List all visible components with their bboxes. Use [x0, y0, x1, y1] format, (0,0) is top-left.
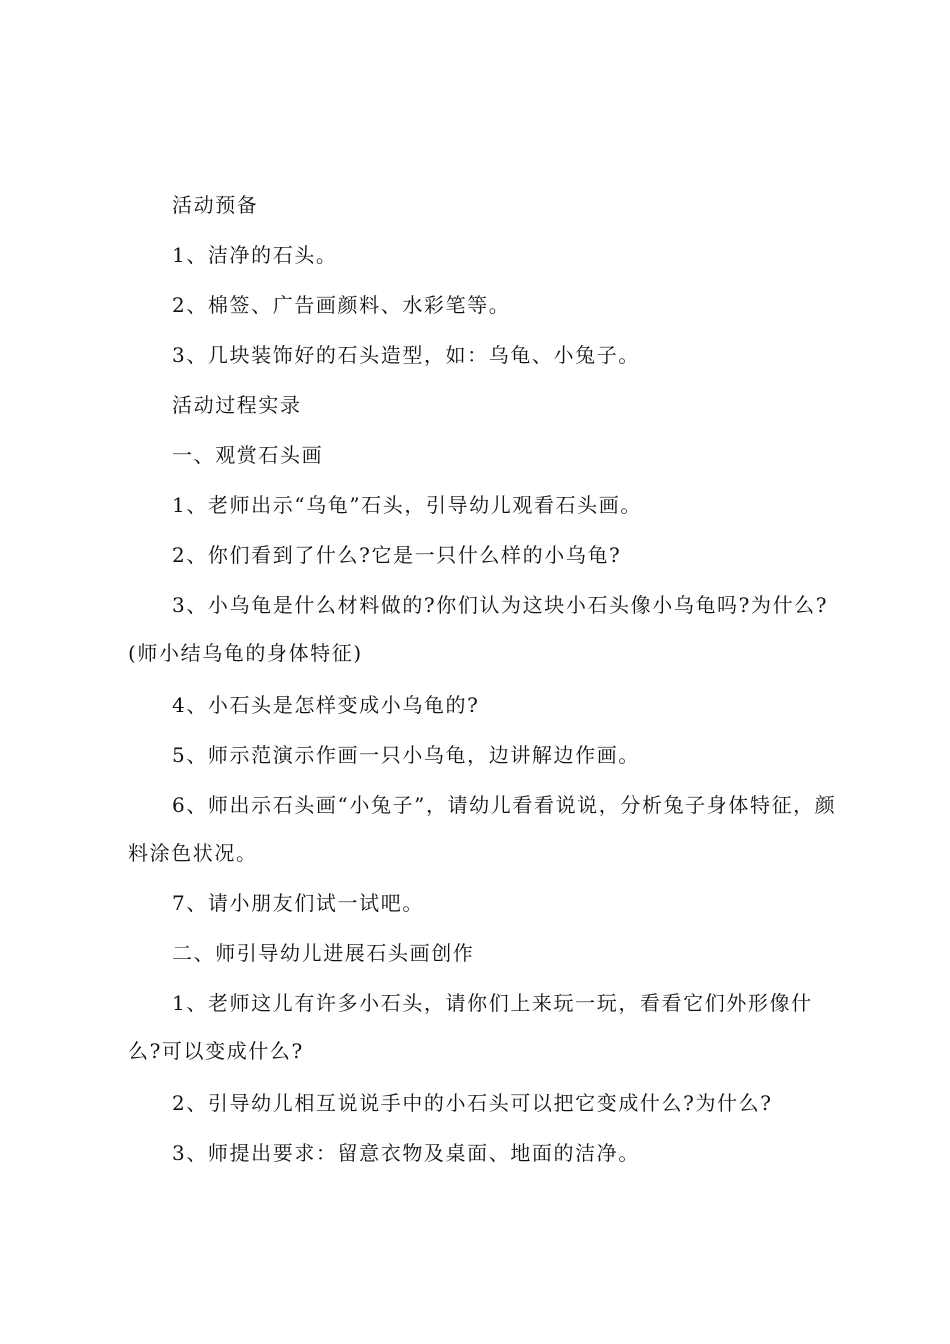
paragraph: 3、小乌龟是什么材料做的?你们认为这块小石头像小乌龟吗?为什么?(师小结乌龟的身体特征)	[128, 593, 829, 665]
section-heading: 一、观赏石头画	[172, 443, 324, 467]
paragraph: 5、师示范演示作画一只小乌龟，边讲解边作画。	[172, 743, 640, 767]
paragraph: 2、你们看到了什么?它是一只什么样的小乌龟?	[172, 543, 622, 567]
paragraph: 7、请小朋友们试一试吧。	[172, 891, 424, 915]
paragraph: 6、师出示石头画“小兔子”，请幼儿看看说说，分析兔子身体特征，颜料涂色状况。	[128, 793, 837, 865]
heading-activity-preparation: 活动预备	[172, 193, 259, 217]
paragraph: 2、引导幼儿相互说说手中的小石头可以把它变成什么?为什么?	[172, 1091, 773, 1115]
section-heading: 二、师引导幼儿进展石头画创作	[172, 941, 475, 965]
paragraph: 1、洁净的石头。	[172, 243, 338, 267]
paragraph: 3、师提出要求：留意衣物及桌面、地面的洁净。	[172, 1141, 640, 1165]
paragraph: 2、棉签、广告画颜料、水彩笔等。	[172, 293, 511, 317]
heading-activity-process: 活动过程实录	[172, 393, 302, 417]
paragraph: 1、老师这儿有许多小石头，请你们上来玩一玩，看看它们外形像什么?可以变成什么?	[128, 991, 813, 1063]
paragraph: 1、老师出示“乌龟”石头，引导幼儿观看石头画。	[172, 493, 642, 517]
paragraph: 4、小石头是怎样变成小乌龟的?	[172, 693, 480, 717]
paragraph: 3、几块装饰好的石头造型，如：乌龟、小兔子。	[172, 343, 640, 367]
